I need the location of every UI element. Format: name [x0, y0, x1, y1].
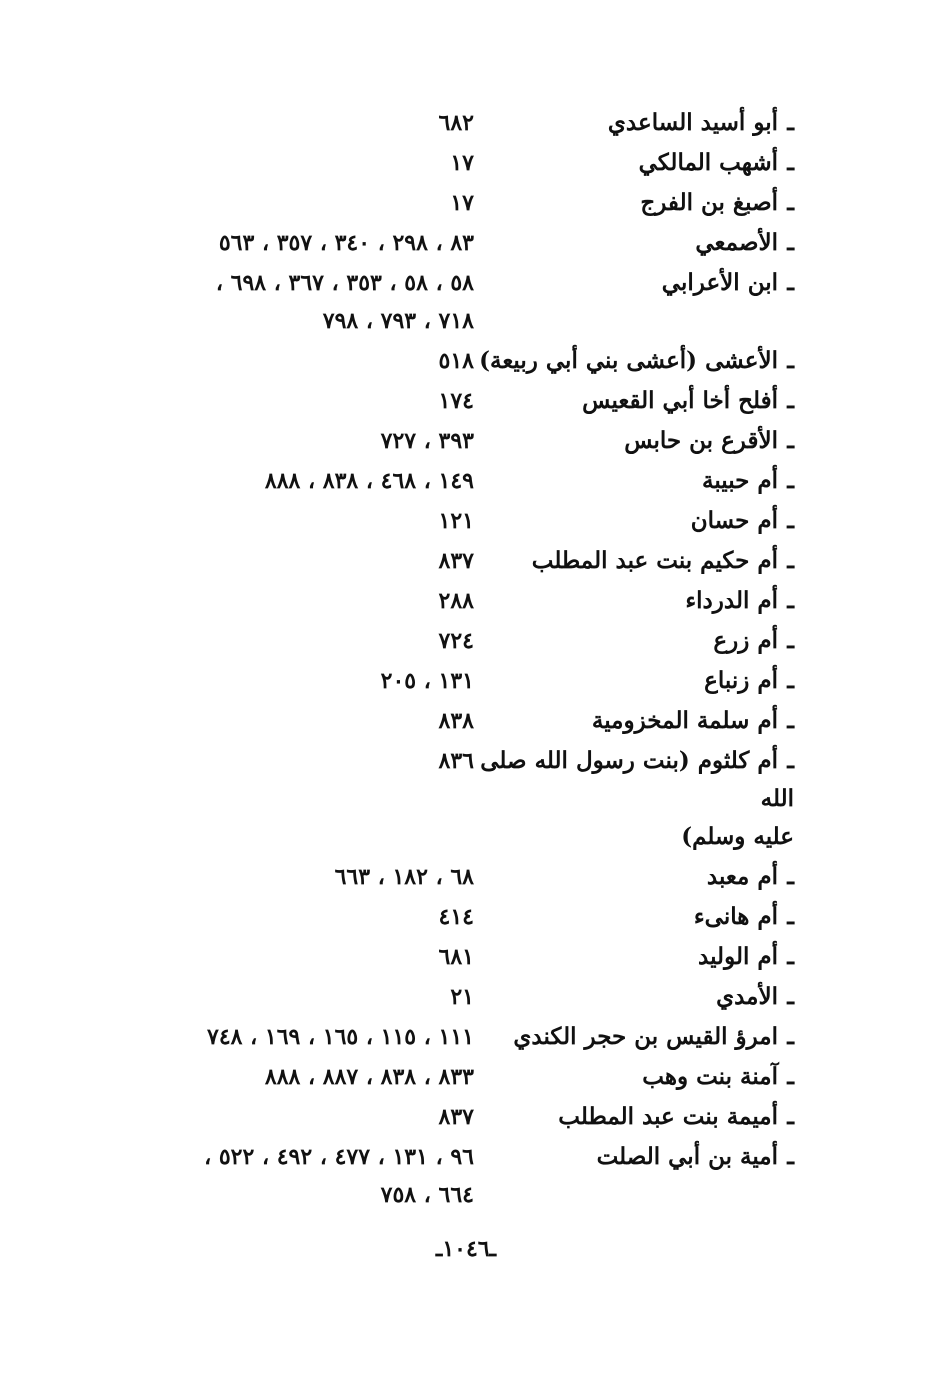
entry-dash: ـ [787, 347, 794, 374]
entry-pages: ١٧٤ [438, 388, 474, 414]
entry-pages: ١٣١ ، ٢٠٥ [380, 668, 474, 694]
index-entry [94, 978, 794, 1016]
index-entry [94, 502, 794, 540]
entry-name [474, 502, 794, 540]
entry-name [474, 662, 794, 700]
index-entry [94, 264, 794, 340]
entry-dash: ـ [787, 547, 794, 574]
entry-dash: ـ [787, 1103, 794, 1130]
entry-name [474, 582, 794, 620]
entry-pages: ٣٩٣ ، ٧٢٧ [380, 428, 474, 454]
index-entry [94, 742, 794, 856]
index-entry [94, 422, 794, 460]
index-entry [94, 184, 794, 222]
entry-pages: ٨٣٣ ، ٨٣٨ ، ٨٨٧ ، ٨٨٨ [264, 1064, 474, 1090]
entry-name-text: الأعشى (أعشى بني أبي ربيعة) [479, 347, 778, 374]
entry-name-text: أم كلثوم (بنت رسول الله صلى الله عليه وسلم) [480, 747, 794, 850]
entry-dash: ـ [787, 109, 794, 136]
entry-dash: ـ [787, 943, 794, 970]
entry-name-text: أم سلمة المخزومية [591, 707, 778, 734]
entry-name-text: أم حبيبة [701, 467, 778, 494]
entry-name [474, 742, 794, 856]
entry-name-text: أميمة بنت عبد المطلب [558, 1103, 778, 1130]
entry-name [474, 144, 794, 182]
entry-dash: ـ [787, 1143, 794, 1170]
entry-name [474, 1098, 794, 1136]
index-entry [94, 1018, 794, 1056]
entry-name [474, 938, 794, 976]
entry-name-text: الأصمعي [695, 229, 778, 256]
index-entry [94, 1138, 794, 1214]
entry-pages: ١٧ [450, 190, 474, 216]
entry-name [474, 898, 794, 936]
entry-pages: ٩٦ ، ١٣١ ، ٤٧٧ ، ٤٩٢ ، ٥٢٢ ، ٦٦٤ ، ٧٥٨ [204, 1144, 474, 1208]
entry-pages: ٨٣ ، ٢٩٨ ، ٣٤٠ ، ٣٥٧ ، ٥٦٣ [218, 230, 474, 256]
entry-name [474, 224, 794, 262]
entry-pages: ٨٣٨ [438, 708, 474, 734]
entry-pages: ١٤٩ ، ٤٦٨ ، ٨٣٨ ، ٨٨٨ [264, 468, 474, 494]
entry-pages: ٧٢٤ [438, 628, 474, 654]
entry-dash: ـ [787, 1063, 794, 1090]
entry-dash: ـ [787, 983, 794, 1010]
entry-name-text: الأمدي [716, 983, 778, 1010]
index-entry [94, 662, 794, 700]
entry-name [474, 382, 794, 420]
page-number: ـ١٠٤٦ـ [435, 1236, 497, 1262]
entry-name-text: أصبغ بن الفرج [640, 189, 778, 216]
index-entry [94, 104, 794, 142]
entry-dash: ـ [787, 587, 794, 614]
index-entry [94, 858, 794, 896]
entry-pages: ٨٣٧ [438, 1104, 474, 1130]
entry-dash: ـ [787, 427, 794, 454]
entry-name-text: أم الدرداء [685, 587, 778, 614]
entry-name-text: أبو أسيد الساعدي [607, 109, 778, 136]
entry-pages: ٨٣٦ [438, 748, 474, 774]
index-entry [94, 898, 794, 936]
entry-dash: ـ [787, 189, 794, 216]
entry-dash: ـ [787, 747, 794, 774]
entry-pages: ١٧ [450, 150, 474, 176]
entry-name-text: أم زرع [713, 627, 778, 654]
index-entry [94, 582, 794, 620]
entry-name-text: أمية بن أبي الصلت [596, 1143, 778, 1170]
entry-name-text: أم الوليد [698, 943, 778, 970]
entry-name [474, 542, 794, 580]
index-entry [94, 702, 794, 740]
entry-name-text: ابن الأعرابي [661, 269, 778, 296]
entry-pages: ١١١ ، ١١٥ ، ١٦٥ ، ١٦٩ ، ٧٤٨ [207, 1024, 474, 1050]
entry-name-text: أم حسان [690, 507, 778, 534]
entry-name-text: الأقرع بن حابس [624, 427, 778, 454]
entry-dash: ـ [787, 903, 794, 930]
entry-pages: ٨٣٧ [438, 548, 474, 574]
entry-dash: ـ [787, 507, 794, 534]
entry-name [474, 702, 794, 740]
entry-pages: ٥٨ ، ٥٨ ، ٣٥٣ ، ٣٦٧ ، ٦٩٨ ، ٧١٨ ، ٧٩٣ ، ٧٩٨ [215, 270, 474, 334]
index-entry [94, 382, 794, 420]
entry-pages: ٤١٤ [438, 904, 474, 930]
entry-name [474, 184, 794, 222]
entry-name-text: أم زنباع [704, 667, 778, 694]
index-entry-list [94, 104, 794, 1216]
entry-name [474, 1058, 794, 1096]
entry-dash: ـ [787, 1023, 794, 1050]
entry-dash: ـ [787, 707, 794, 734]
entry-name [474, 858, 794, 896]
entry-name-text: أشهب المالكي [638, 149, 778, 176]
entry-dash: ـ [787, 467, 794, 494]
index-entry [94, 938, 794, 976]
entry-dash: ـ [787, 269, 794, 296]
index-entry [94, 622, 794, 660]
index-entry [94, 462, 794, 500]
index-entry [94, 1098, 794, 1136]
entry-name-text: أم هانىء [693, 903, 778, 930]
index-entry [94, 144, 794, 182]
entry-name [474, 104, 794, 142]
entry-name-text: أفلح أخا أبي القعيس [582, 387, 778, 414]
entry-pages: ٦٨ ، ١٨٢ ، ٦٦٣ [334, 864, 474, 890]
entry-dash: ـ [787, 149, 794, 176]
entry-dash: ـ [787, 863, 794, 890]
entry-name [474, 264, 794, 302]
entry-pages: ٦٨١ [438, 944, 474, 970]
entry-name-text: آمنة بنت وهب [642, 1063, 778, 1090]
entry-name [474, 622, 794, 660]
entry-pages: ٢١ [450, 984, 474, 1010]
index-entry [94, 342, 794, 380]
entry-name-text: امرؤ القيس بن حجر الكندي [513, 1023, 778, 1050]
entry-name [474, 342, 794, 380]
entry-name [474, 422, 794, 460]
index-entry [94, 224, 794, 262]
entry-dash: ـ [787, 229, 794, 256]
index-entry [94, 542, 794, 580]
entry-pages: ١٢١ [438, 508, 474, 534]
entry-dash: ـ [787, 627, 794, 654]
entry-pages: ٦٨٢ [438, 110, 474, 136]
entry-name [474, 1138, 794, 1176]
index-entry [94, 1058, 794, 1096]
entry-pages: ٥١٨ [438, 348, 474, 374]
entry-name-text: أم معبد [706, 863, 778, 890]
entry-dash: ـ [787, 667, 794, 694]
entry-name [474, 462, 794, 500]
entry-pages: ٢٨٨ [438, 588, 474, 614]
entry-name [474, 978, 794, 1016]
entry-name [474, 1018, 794, 1056]
entry-name-text: أم حكيم بنت عبد المطلب [531, 547, 778, 574]
entry-dash: ـ [787, 387, 794, 414]
